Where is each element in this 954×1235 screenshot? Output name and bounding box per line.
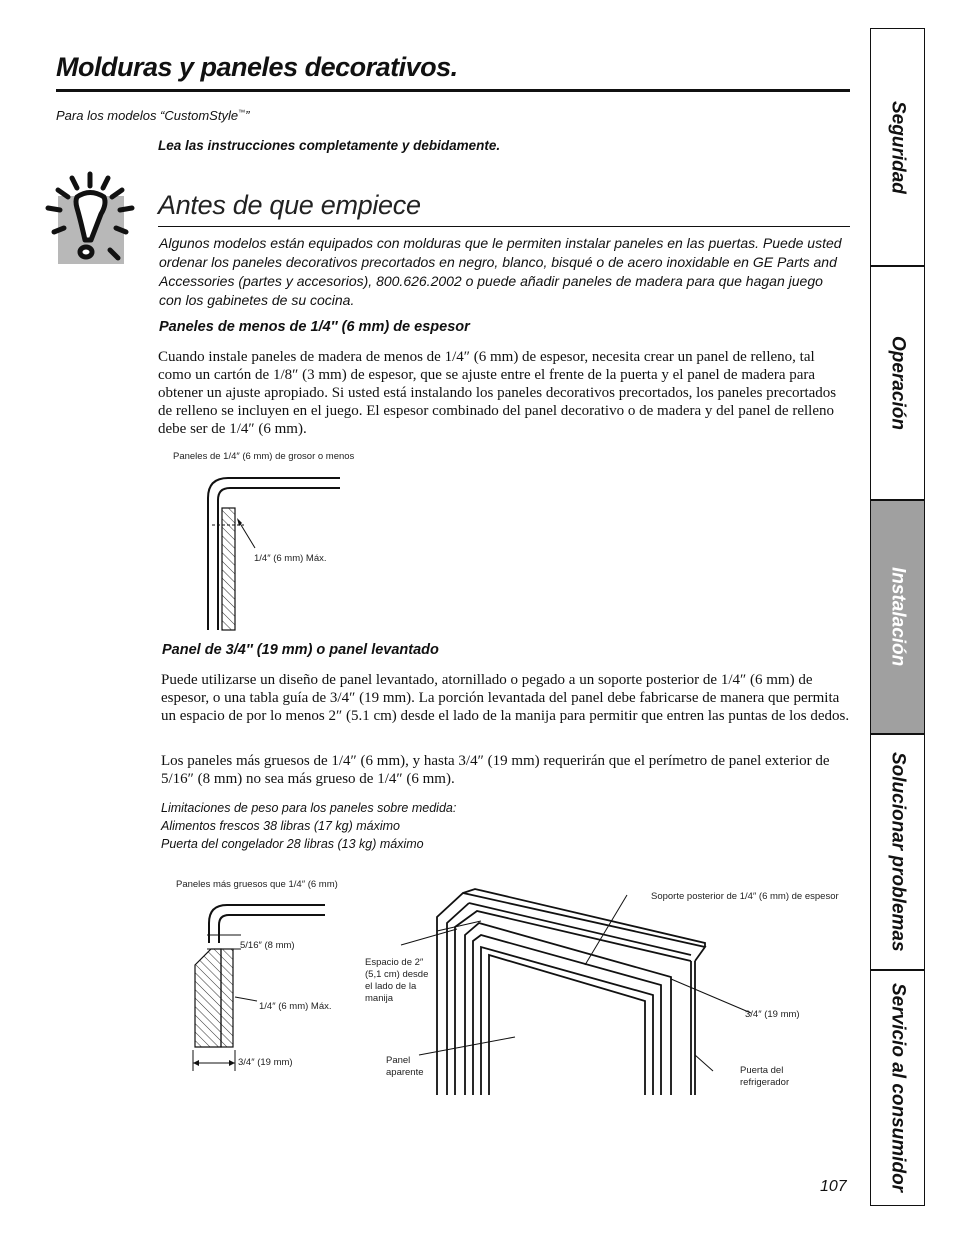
intro-paragraph: Algunos modelos están equipados con molduras que le permiten instalar paneles en las puertas. Puede usted ordenar los paneles decorativos precortados en negro, blanco, bisqué o de acero inoxidable en GE Parts and Accessories (partes y accesorios), 800.626.2002 o puede añadir paneles de madera para que hagan juego con los gabinetes de su cocina. (159, 235, 842, 308)
exclamation-warning-icon (44, 170, 136, 268)
door-panel-diagram (395, 885, 815, 1095)
section-tabs (870, 28, 925, 1206)
raised-panel-paragraph-2: Los paneles más gruesos de 1/4″ (6 mm), y hasta 3/4″ (19 mm) requerirán que el perímetro de panel exterior de 5/16″ (8 mm) no sea más grueso de 1/4″ (6 mm). (161, 753, 830, 787)
figure3-door-label: Puerta del refrigerador (740, 1065, 790, 1088)
figure3-space-label: Espacio de 2″ (5,1 cm) desde el lado de la manija (365, 957, 429, 1004)
subheading-raised-panel: Panel de 3/4″ (19 mm) o panel levantado (162, 642, 439, 658)
section-rule (158, 226, 850, 227)
figure3-panel-label: Panel aparente (386, 1055, 424, 1078)
figure3-34-label: 3/4″ (19 mm) (745, 1009, 800, 1020)
tab-operacion[interactable]: Operación (887, 336, 909, 430)
figure1-max-label: 1/4″ (6 mm) Máx. (254, 553, 327, 564)
page-number: 107 (820, 1178, 847, 1195)
tab-instalacion[interactable]: Instalación (871, 501, 924, 733)
limits-title: Limitaciones de peso para los paneles sobre medida: (161, 801, 457, 815)
raised-panel-paragraph-1: Puede utilizarse un diseño de panel levantado, atornillado o pegado a un soporte posterior de 1/4″ (6 mm) de espesor, o una tabla guía de 3/4″ (19 mm). La porción levantada del panel debe fabricarse de manera que permita un espacio de por lo menos 2″ (5.1 cm) desde el lado de la manija para permitir que entren las puntas de los dedos. (161, 672, 850, 724)
title-rule (56, 89, 850, 92)
tab-servicio-al-consumidor[interactable]: Servicio al consumidor (887, 982, 909, 1193)
thin-panels-paragraph: Cuando instale paneles de madera de menos de 1/4″ (6 mm) de espesor, necesita crear un panel de relleno, tal como un cartón de 1/8″ (3 mm) de espesor, que se ajuste entre el frente de la puerta y el panel de madera para obtener un ajuste apropiado. Si usted está instalando los paneles decorativos precortados, los paneles precortados de relleno se incluyen en el juego. El espesor combinado del panel decorativo o de madera y del panel de relleno debe ser de 1/4″ (6 mm). (158, 349, 837, 437)
section-heading-before: Antes de que empiece (158, 190, 421, 220)
figure2-label-14: 1/4″ (6 mm) Máx. (259, 1001, 332, 1012)
thick-panel-diagram (185, 895, 325, 1075)
tab-solucionar-problemas[interactable]: Solucionar problemas (887, 752, 909, 952)
read-instructions: Lea las instrucciones completamente y debidamente. (158, 138, 501, 153)
tab-seguridad[interactable]: Seguridad (887, 100, 909, 194)
figure1-caption: Paneles de 1/4″ (6 mm) de grosor o menos (173, 451, 355, 462)
subheading-thin-panels: Paneles de menos de 1/4″ (6 mm) de espesor (159, 319, 470, 335)
page-title: Molduras y paneles decorativos. (56, 52, 458, 82)
figure3-support-label: Soporte posterior de 1/4″ (6 mm) de espesor (651, 891, 839, 902)
weight-limits (161, 799, 456, 853)
limits-freezer: Puerta del congelador 28 libras (13 kg) máximo (161, 837, 424, 851)
figure2-caption: Paneles más gruesos que 1/4″ (6 mm) (176, 879, 338, 890)
figure2-label-516: 5/16″ (8 mm) (240, 940, 295, 951)
limits-fresh-food: Alimentos frescos 38 libras (17 kg) máximo (161, 819, 400, 833)
figure2-label-34: 3/4″ (19 mm) (238, 1057, 293, 1068)
models-note: Para los modelos “CustomStyle™” (56, 108, 250, 123)
